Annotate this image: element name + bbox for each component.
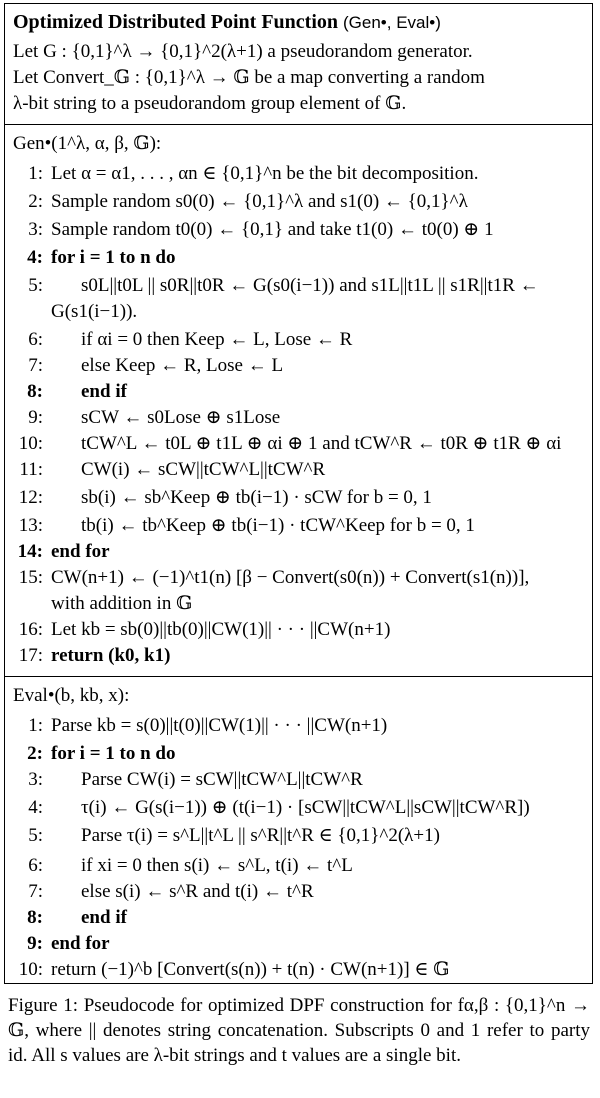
gen-line: 17: return (k0, k1) <box>18 645 171 666</box>
gen-line: 16: Let kb = sb(0)||tb(0)||CW(1)|| · · · ||CW(n+1) <box>18 619 391 640</box>
gen-line: 14: end for <box>17 541 110 562</box>
eval-line: 2: for i = 1 to n do <box>27 743 176 764</box>
eval-line: 3: Parse CW(i) = sCW||tCW^L||tCW^R <box>28 769 363 790</box>
eval-signature: Eval•(b, kb, x): <box>13 685 130 706</box>
intro-line-3: λ-bit string to a pseudorandom group element of 𝔾. <box>13 93 407 114</box>
gen-line: 15: CW(n+1) ← (−1)^t1(n) [β − Convert(s0(n)) + Convert(s1(n))], <box>18 567 530 588</box>
algorithm-title-suffix: (Gen•, Eval•) <box>343 13 441 32</box>
gen-signature: Gen•(1^λ, α, β, 𝔾): <box>13 133 162 154</box>
gen-line: 9: sCW ← s0Lose ⊕ s1Lose <box>28 407 281 428</box>
eval-line: 4: τ(i) ← G(s(i−1)) ⊕ (t(i−1) · [sCW||tCW^L||sCW||tCW^R]) <box>28 797 530 818</box>
gen-line: 10: tCW^L ← t0L ⊕ t1L ⊕ αi ⊕ 1 and tCW^R ← t0R ⊕ t1R ⊕ αi <box>18 433 562 454</box>
eval-line: 1: Parse kb = s(0)||t(0)||CW(1)|| · · · ||CW(n+1) <box>28 715 388 736</box>
eval-line: 9: end for <box>27 933 110 954</box>
gen-line: 13: tb(i) ← tb^Keep ⊕ tb(i−1) · tCW^Keep for b = 0, 1 <box>18 515 475 536</box>
gen-line: 1: Let α = α1, . . . , αn ∈ {0,1}^n be the bit decomposition. <box>28 163 479 184</box>
eval-line: 6: if xi = 0 then s(i) ← s^L, t(i) ← t^L <box>28 855 353 876</box>
intro-line-1: Let G : {0,1}^λ → {0,1}^2(λ+1) a pseudorandom generator. <box>13 41 473 62</box>
gen-line: 6: if αi = 0 then Keep ← L, Lose ← R <box>28 329 353 350</box>
gen-line: 3: Sample random t0(0) ← {0,1} and take t1(0) ← t0(0) ⊕ 1 <box>28 219 494 240</box>
section-divider <box>5 124 592 125</box>
gen-line: 5: s0L||t0L || s0R||t0R ← G(s0(i−1)) and s1L||t1L || s1R||t1R ← <box>28 275 539 296</box>
eval-line: 7: else s(i) ← s^R and t(i) ← t^R <box>28 881 314 902</box>
eval-line: 10: return (−1)^b [Convert(s(n)) + t(n) · CW(n+1)] ∈ 𝔾 <box>18 959 450 980</box>
gen-line: 2: Sample random s0(0) ← {0,1}^λ and s1(0) ← {0,1}^λ <box>28 191 468 212</box>
algorithm-title-text: Optimized Distributed Point Function <box>13 11 339 33</box>
algorithm-title <box>13 10 441 35</box>
figure-caption-text: Figure 1: Pseudocode for optimized DPF construction for fα,β : {0,1}^n → 𝔾, where || denotes string concatenation. Subscripts 0 and 1 refer to party id. All s values are λ-bit strings and t values are a single bit. <box>8 995 590 1066</box>
gen-line-continuation: with addition in 𝔾 <box>51 593 193 614</box>
gen-line-continuation: G(s1(i−1)). <box>51 301 138 322</box>
figure-caption <box>8 993 590 1068</box>
eval-line: 5: Parse τ(i) = s^L||t^L || s^R||t^R ∈ {0,1}^2(λ+1) <box>28 825 440 846</box>
eval-line: 8: end if <box>27 907 127 928</box>
gen-line: 12: sb(i) ← sb^Keep ⊕ tb(i−1) · sCW for b = 0, 1 <box>18 487 432 508</box>
gen-line: 8: end if <box>27 381 127 402</box>
gen-line: 4: for i = 1 to n do <box>27 247 176 268</box>
gen-line: 7: else Keep ← R, Lose ← L <box>28 355 284 376</box>
section-divider <box>5 676 592 677</box>
intro-line-2: Let Convert_𝔾 : {0,1}^λ → 𝔾 be a map converting a random <box>13 67 485 88</box>
gen-line: 11: CW(i) ← sCW||tCW^L||tCW^R <box>19 459 326 480</box>
algorithm-box <box>4 3 593 984</box>
